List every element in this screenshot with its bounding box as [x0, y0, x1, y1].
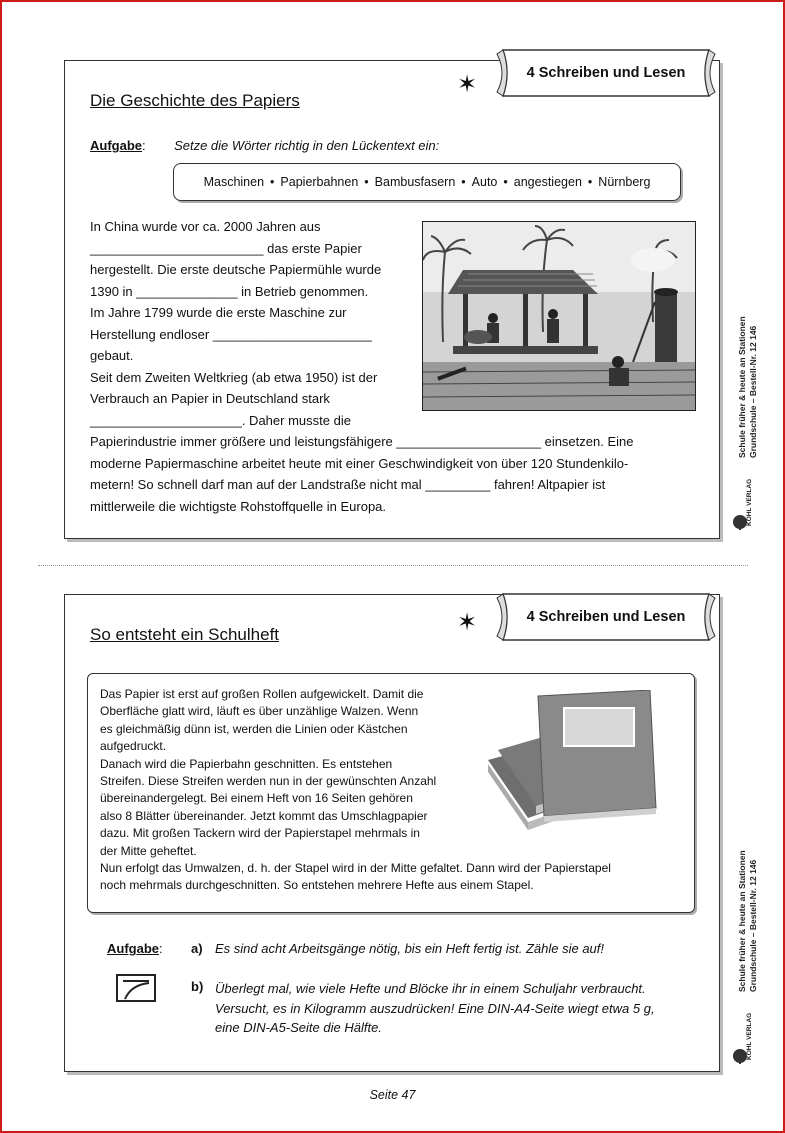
page-title: So entsteht ein Schulheft [90, 625, 280, 644]
star-icon: ✶ [457, 71, 478, 98]
publisher-logo [731, 470, 757, 530]
word-bank-item: angestiegen [513, 175, 582, 189]
worksheet-schoolbook [64, 594, 720, 1072]
word-bank-item: Papierbahnen [280, 175, 359, 189]
word-bank-item: Nürnberg [598, 175, 651, 189]
svg-text:KOHL VERLAG: KOHL VERLAG [746, 1012, 753, 1060]
cloze-text-wide: Papierindustrie immer größere und leistungsfähigere ____________________ einsetzen. Eine moderne Papiermaschine arbeitet heute mit einer Geschwindigkeit von über 120 Stundenkilo- metern! So schnell darf man auf der Landstraße nicht mal _________ fahren! Altpapier ist mittlerweile die wichtigste Rohstoffquelle in Europa. [90, 434, 634, 514]
task-b: Überlegt mal, wie viele Hefte und Blöcke ihr in einem Schuljahr verbraucht. Versucht, es in Kilogramm auszudrücken! Eine DIN-A4-Seite wiegt etwa 5 g, eine DIN-A5-Seite die Hälfte. [215, 981, 655, 1035]
info-box [87, 673, 695, 913]
section-badge [493, 590, 719, 644]
word-bank: Maschinen • Papierbahnen • Bambusfasern • Auto • angestiegen • Nürnberg [173, 163, 681, 201]
task-a: Es sind acht Arbeitsgänge nötig, bis ein Heft fertig ist. Zähle sie auf! [215, 941, 605, 956]
star-icon: ✶ [457, 609, 478, 636]
side-label: Schule früher & heute an Stationen Grundschule – Bestell-Nr. 12 146 [737, 850, 758, 992]
notebooks-image [478, 690, 688, 840]
side-label: Schule früher & heute an Stationen Grundschule – Bestell-Nr. 12 146 [737, 316, 758, 458]
cloze-text-narrow: In China wurde vor ca. 2000 Jahren aus ________________________ das erste Papier hergestellt. Die erste deutsche Papiermühle wurde 1390 in ______________ in Betrieb genommen. Im Jahre 1799 wurde die erste Maschine zur Herstellung endloser ______________________ gebaut. Seit dem Zweiten Weltkrieg (ab etwa 1950) ist der Verbrauch an Papier in Deutschland stark _____________________. Daher musste die [90, 219, 382, 428]
cut-line [38, 565, 748, 566]
section-badge-label: 4 Schreiben und Lesen [526, 65, 686, 81]
worksheet-paper-history [64, 60, 720, 539]
section-badge [493, 46, 719, 100]
task-label: Aufgabe: [107, 941, 163, 956]
page-title: Die Geschichte des Papiers [90, 91, 300, 110]
publisher-logo [731, 1004, 757, 1064]
word-bank-item: Maschinen [203, 175, 265, 189]
section-badge-label: 4 Schreiben und Lesen [526, 609, 686, 625]
svg-text:KOHL VERLAG: KOHL VERLAG [746, 478, 753, 526]
page-number: Seite 47 [369, 1088, 416, 1102]
word-bank-item: Auto [471, 175, 498, 189]
task-instruction: Setze die Wörter richtig in den Lückentext ein: [174, 138, 440, 153]
notepad-icon [115, 973, 157, 1008]
info-text: Das Papier ist erst auf großen Rollen aufgewickelt. Damit die Oberfläche glatt wird, läuft es über unzählige Walzen. Wenn es gleichmäßig dünn ist, werden die Linien oder Kästchen aufgedruckt. Danach wird die Papierbahn geschnitten. Es entstehen Streifen. Diese Streifen werden nun in der gewünschten Anzahl übereinandergelegt. Bei einem Heft von 16 Seiten gehören also 8 Blätter übereinander. Jetzt kommt das Umschlagpapier dazu. Mit großen Tackern wird der Papierstapel mehrmals in der Mitte geheftet. Nun erfolgt das Umwalzen, d. h. der Stapel wird in der Mitte gefaltet. Dann wird der Papierstapel noch mehrmals durchgeschnitten. So entstehen mehrere Hefte aus einem Stapel. [100, 687, 611, 893]
task-b-letter: b) [191, 979, 204, 994]
task-row: Aufgabe: Setze die Wörter richtig in den Lückentext ein: [90, 138, 440, 153]
word-bank-item: Bambusfasern [374, 175, 456, 189]
aufgabe-label: Aufgabe [90, 138, 142, 153]
task-a-letter: a) [191, 941, 203, 956]
paper-mill-engraving [422, 221, 696, 411]
